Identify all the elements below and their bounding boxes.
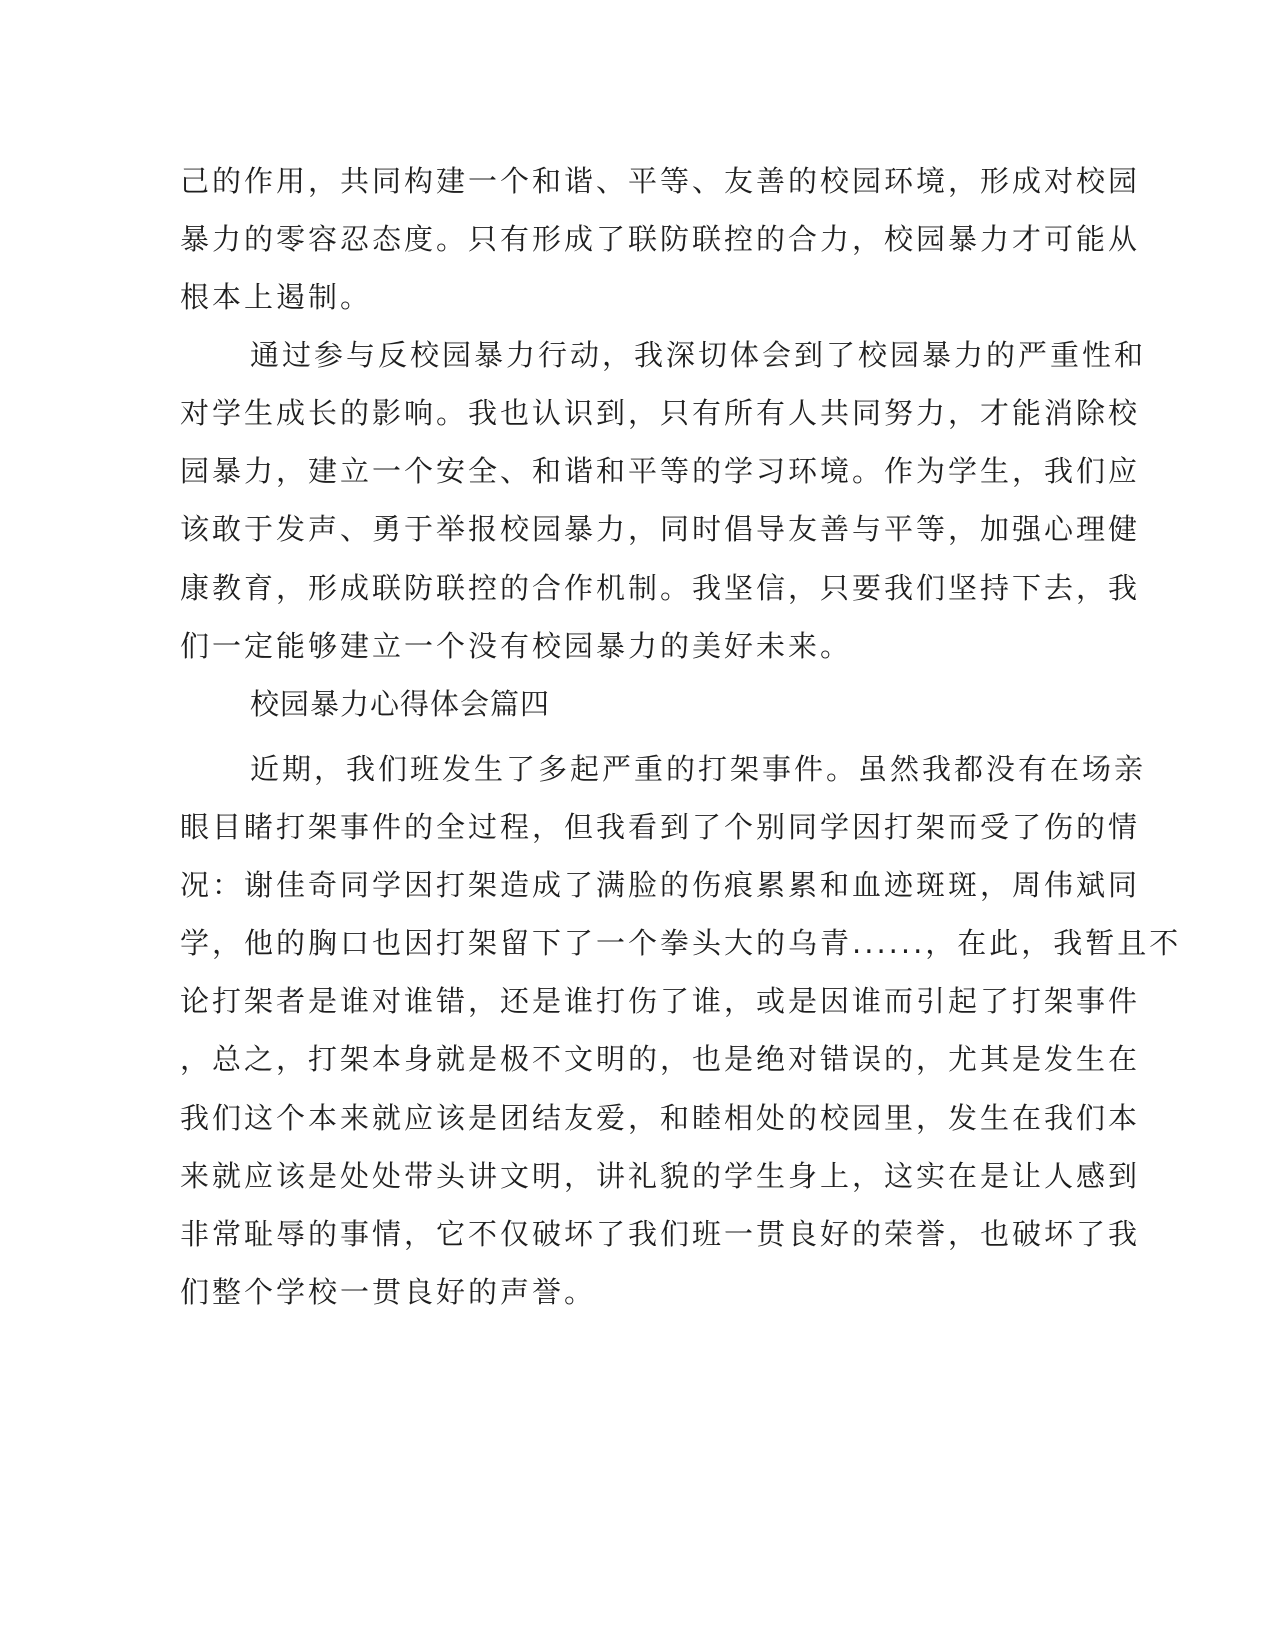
text-line: 们整个学校一贯良好的声誉。 <box>180 1275 597 1309</box>
text-line: 学，他的胸口也因打架留下了一个拳头大的乌青......，在此，我暂且不 <box>180 926 1182 960</box>
paragraph-first-line: 近期，我们班发生了多起严重的打架事件。虽然我都没有在场亲 <box>250 752 1147 786</box>
text-line: 己的作用，共同构建一个和谐、平等、友善的校园环境，形成对校园 <box>180 164 1141 198</box>
text-line: 根本上遏制。 <box>180 280 373 314</box>
text-line: 对学生成长的影响。我也认识到，只有所有人共同努力，才能消除校 <box>180 396 1141 430</box>
text-line: 们一定能够建立一个没有校园暴力的美好未来。 <box>180 629 853 663</box>
text-line: 况：谢佳奇同学因打架造成了满脸的伤痕累累和血迹斑斑，周伟斌同 <box>180 868 1141 902</box>
text-line: 非常耻辱的事情，它不仅破坏了我们班一贯良好的荣誉，也破坏了我 <box>180 1217 1141 1251</box>
paragraph-first-line: 通过参与反校园暴力行动，我深切体会到了校园暴力的严重性和 <box>250 338 1147 372</box>
text-line: 园暴力，建立一个安全、和谐和平等的学习环境。作为学生，我们应 <box>180 454 1141 488</box>
text-line: ，总之，打架本身就是极不文明的，也是绝对错误的，尤其是发生在 <box>180 1042 1141 1076</box>
text-line: 眼目睹打架事件的全过程，但我看到了个别同学因打架而受了伤的情 <box>180 810 1141 844</box>
text-line: 康教育，形成联防联控的合作机制。我坚信，只要我们坚持下去，我 <box>180 571 1141 605</box>
text-line: 论打架者是谁对谁错，还是谁打伤了谁，或是因谁而引起了打架事件 <box>180 984 1141 1018</box>
text-line: 暴力的零容忍态度。只有形成了联防联控的合力，校园暴力才可能从 <box>180 222 1141 256</box>
section-heading: 校园暴力心得体会篇四 <box>250 687 551 721</box>
text-line: 我们这个本来就应该是团结友爱，和睦相处的校园里，发生在我们本 <box>180 1101 1141 1135</box>
text-line: 该敢于发声、勇于举报校园暴力，同时倡导友善与平等，加强心理健 <box>180 512 1141 546</box>
text-line: 来就应该是处处带头讲文明，讲礼貌的学生身上，这实在是让人感到 <box>180 1159 1141 1193</box>
